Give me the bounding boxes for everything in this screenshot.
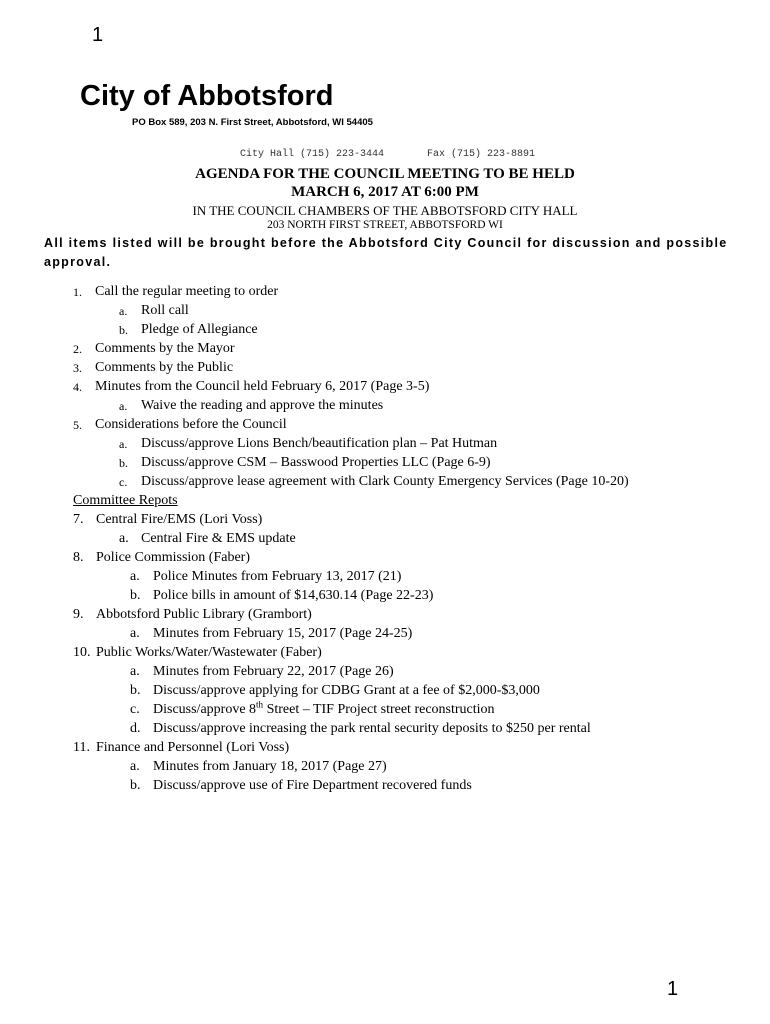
- subitem-letter: d.: [130, 721, 141, 736]
- subitem-letter: a.: [130, 569, 140, 584]
- agenda-title: AGENDA FOR THE COUNCIL MEETING TO BE HELD: [195, 166, 575, 182]
- agenda-item: Abbotsford Public Library (Grambort): [96, 607, 312, 622]
- meeting-location: IN THE COUNCIL CHAMBERS OF THE ABBOTSFORD CITY HALL: [192, 203, 578, 218]
- agenda-subitem: [153, 699, 495, 718]
- agenda-subitem: Roll call: [141, 303, 189, 318]
- agenda-item: Finance and Personnel (Lori Voss): [96, 740, 290, 755]
- city-title: City of Abbotsford: [80, 80, 334, 112]
- item-number: 7.: [73, 512, 84, 527]
- agenda-subitem: Police bills in amount of $14,630.14 (Page 22-23): [153, 588, 434, 603]
- item-number: 1.: [73, 285, 82, 299]
- agenda-subitem: Pledge of Allegiance: [141, 322, 258, 337]
- subitem-letter: b.: [119, 323, 128, 337]
- ordinal-suffix: th: [256, 699, 264, 710]
- city-hall-phone: City Hall (715) 223-3444: [240, 149, 385, 160]
- subitem-letter: b.: [119, 456, 128, 470]
- item-number: 4.: [73, 380, 82, 394]
- subitem-letter: c.: [130, 702, 140, 717]
- item-number: 3.: [73, 361, 82, 375]
- city-hall-fax: Fax (715) 223-8891: [427, 149, 536, 160]
- subitem-letter: a.: [119, 531, 129, 546]
- agenda-subitem: Waive the reading and approve the minutes: [141, 398, 384, 413]
- agenda-item: Considerations before the Council: [95, 417, 287, 432]
- item-number: 9.: [73, 607, 84, 622]
- agenda-subitem: Discuss/approve applying for CDBG Grant at a fee of $2,000-$3,000: [153, 683, 540, 698]
- agenda-notice: All items listed will be brought before the Abbotsford City Council for discussion and possible approval.: [44, 236, 728, 269]
- agenda-subitem: Minutes from February 22, 2017 (Page 26): [153, 664, 394, 679]
- subitem-letter: b.: [130, 683, 141, 698]
- agenda-subitem: Minutes from February 15, 2017 (Page 24-25): [153, 626, 413, 641]
- item-number: 11.: [73, 740, 90, 755]
- subitem-letter: b.: [130, 588, 141, 603]
- agenda-subitem: Discuss/approve use of Fire Department recovered funds: [153, 778, 472, 793]
- agenda-subitem: Discuss/approve lease agreement with Clark County Emergency Services (Page 10-20): [141, 474, 629, 489]
- page-number-top: 1: [92, 24, 104, 46]
- agenda-subitem: Discuss/approve Lions Bench/beautification plan – Pat Hutman: [141, 436, 498, 451]
- committee-reports-heading: Committee Repots: [73, 493, 178, 508]
- item-number: 5.: [73, 418, 82, 432]
- agenda-item: Police Commission (Faber): [96, 550, 250, 565]
- agenda-subitem: Police Minutes from February 13, 2017 (21): [153, 569, 402, 584]
- subitem-letter: a.: [119, 399, 128, 413]
- subitem-text-end: Street – TIF Project street reconstruction: [263, 702, 495, 717]
- meeting-address: 203 NORTH FIRST STREET, ABBOTSFORD WI: [267, 219, 503, 231]
- agenda-subitem: Central Fire & EMS update: [141, 531, 296, 546]
- subitem-letter: a.: [119, 304, 128, 318]
- subitem-letter: a.: [119, 437, 128, 451]
- agenda-subitem: Discuss/approve CSM – Basswood Properties LLC (Page 6-9): [141, 455, 491, 470]
- item-number: 2.: [73, 342, 82, 356]
- subitem-letter: b.: [130, 778, 141, 793]
- agenda-subitem: Minutes from January 18, 2017 (Page 27): [153, 759, 387, 774]
- item-number: 10.: [73, 645, 91, 660]
- subitem-letter: a.: [130, 626, 140, 641]
- agenda-date: MARCH 6, 2017 AT 6:00 PM: [291, 184, 479, 200]
- agenda-item: Comments by the Public: [95, 360, 234, 375]
- subitem-text-start: Discuss/approve 8: [153, 702, 257, 717]
- agenda-subitem: Discuss/approve increasing the park rental security deposits to $250 per rental: [153, 721, 591, 736]
- subitem-letter: c.: [119, 475, 128, 489]
- agenda-item: Central Fire/EMS (Lori Voss): [96, 512, 263, 527]
- agenda-item: Minutes from the Council held February 6, 2017 (Page 3-5): [95, 379, 430, 394]
- agenda-item: Comments by the Mayor: [95, 341, 235, 356]
- agenda-item: Call the regular meeting to order: [95, 284, 279, 299]
- page-number-bottom: 1: [667, 978, 679, 1000]
- subitem-letter: a.: [130, 664, 140, 679]
- subitem-letter: a.: [130, 759, 140, 774]
- agenda-item: Public Works/Water/Wastewater (Faber): [96, 645, 322, 660]
- city-address: PO Box 589, 203 N. First Street, Abbotsford, WI 54405: [132, 117, 373, 128]
- item-number: 8.: [73, 550, 84, 565]
